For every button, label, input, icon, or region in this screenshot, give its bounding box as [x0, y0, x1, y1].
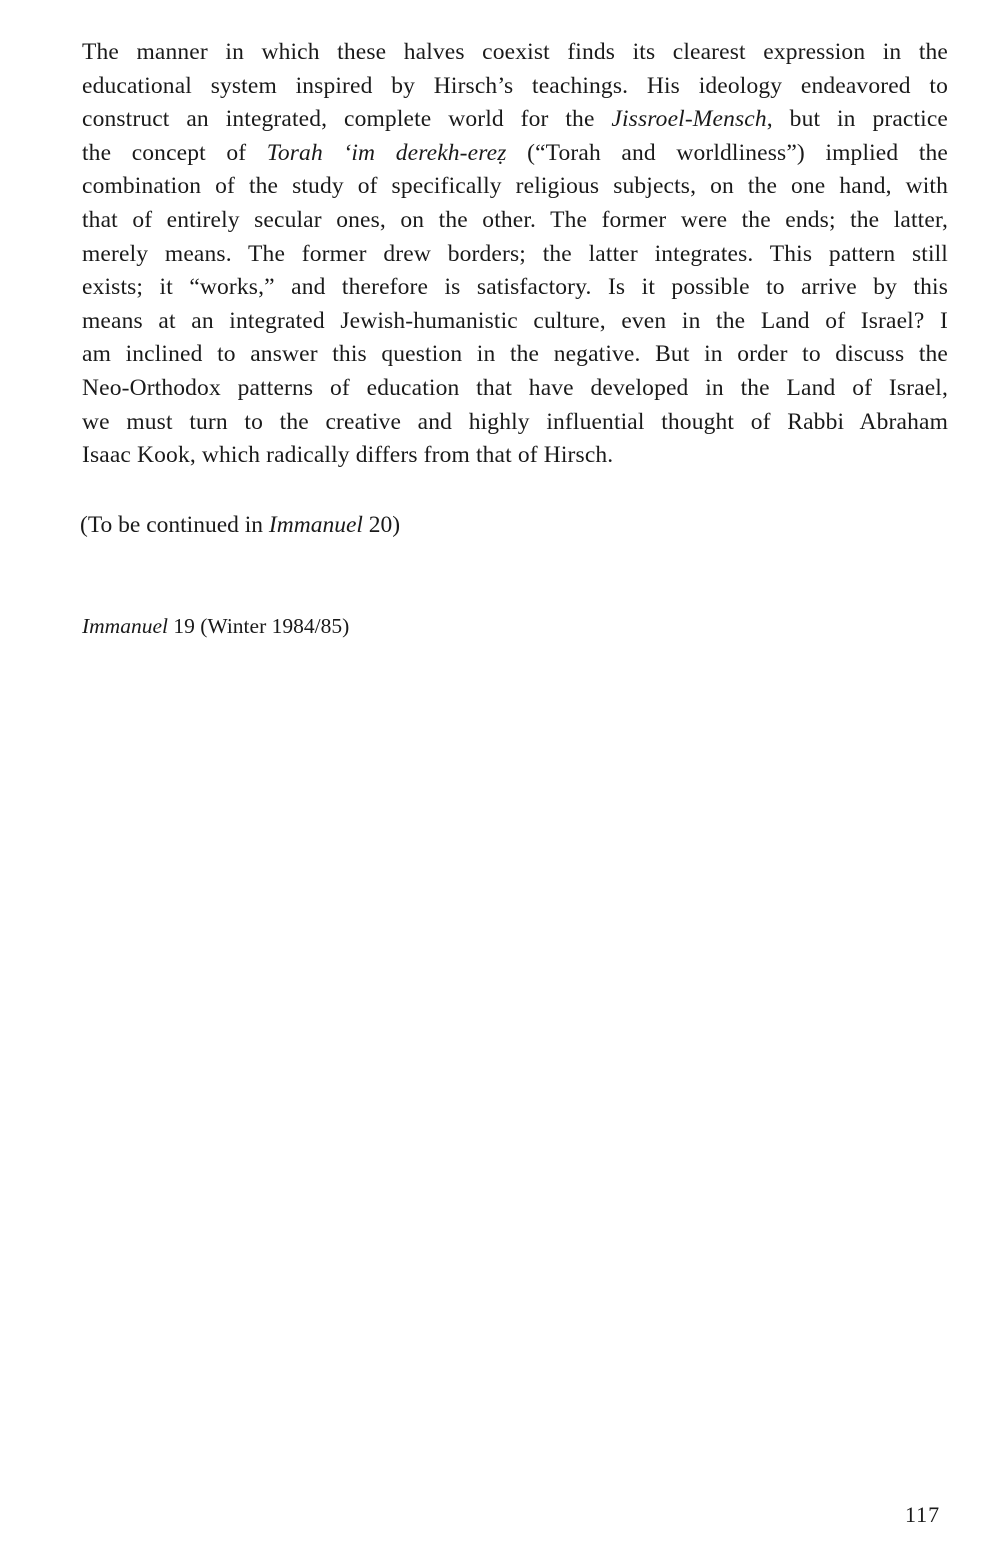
paragraph-line: The manner in which these halves coexist finds its clearest expression in the [82, 39, 948, 65]
paragraph-line: combination of the study of specifically religious subjects, on the one hand, with [82, 173, 948, 200]
journal-title: Immanuel [268, 512, 363, 538]
journal-citation: Immanuel 19 (Winter 1984/85) [82, 614, 350, 638]
paragraph-line: the concept of Torah ‘im derekh-ereẓ (“Torah and worldliness”) implied the [82, 139, 948, 166]
journal-title: Immanuel [82, 614, 168, 638]
paragraph-line: am inclined to answer this question in the negative. But in order to discuss the [82, 341, 948, 368]
italic-term-torah-im-derekh-erez: Torah ‘im derekh-ereẓ [266, 139, 507, 166]
paragraph-line: we must turn to the creative and highly influential thought of Rabbi Abraham [82, 408, 948, 435]
paragraph-line: educational system inspired by Hirsch’s teachings. His ideology endeavored to [82, 72, 948, 99]
paragraph-line: means at an integrated Jewish-humanistic culture, even in the Land of Israel? I [82, 307, 948, 334]
paragraph-line: exists; it “works,” and therefore is satisfactory. Is it possible to arrive by this [82, 274, 948, 301]
body-paragraph [82, 36, 948, 473]
page-number: 117 [905, 1502, 941, 1527]
continuation-note: (To be continued in Immanuel 20) [80, 512, 401, 538]
paragraph-line: construct an integrated, complete world for the Jissroel-Mensch, but in practice [82, 106, 948, 133]
paragraph-line: that of entirely secular ones, on the other. The former were the ends; the latter, [82, 206, 948, 233]
paragraph-line: Isaac Kook, which radically differs from that of Hirsch. [82, 442, 614, 469]
italic-term-jissroel-mensch: Jissroel-Mensch [611, 106, 767, 133]
paragraph-line: merely means. The former drew borders; the latter integrates. This pattern still [82, 240, 948, 267]
paragraph-line: Neo-Orthodox patterns of education that have developed in the Land of Israel, [82, 374, 948, 401]
